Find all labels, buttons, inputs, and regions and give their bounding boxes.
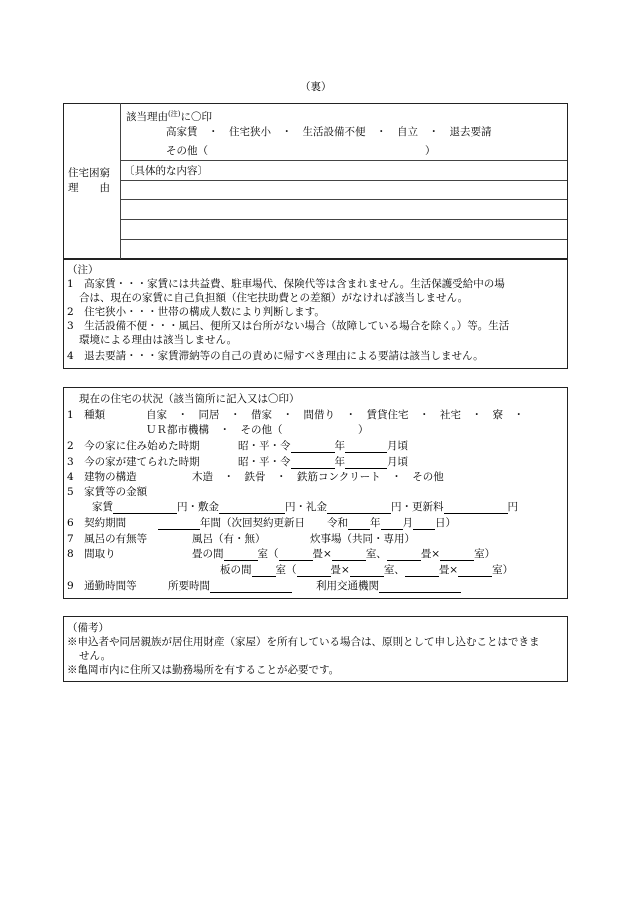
- renew-year-blank[interactable]: [348, 518, 370, 530]
- commute-time-text: 所要時間: [168, 580, 210, 592]
- year-unit: 年: [334, 456, 345, 468]
- room-comma: 室、: [365, 548, 387, 560]
- era-options[interactable]: 昭・平・令: [238, 440, 291, 452]
- rent-blank[interactable]: [113, 502, 177, 514]
- jo-x: 畳×: [312, 548, 332, 560]
- year-blank[interactable]: [291, 457, 335, 469]
- table-line: [120, 180, 567, 181]
- month-unit: 月頃: [387, 440, 408, 452]
- month-blank[interactable]: [345, 457, 387, 469]
- jo-x: 畳×: [330, 564, 350, 576]
- wood-rooms-field[interactable]: [220, 564, 513, 577]
- rent-label: 5 家賃等の金額: [67, 486, 148, 498]
- transport-blank[interactable]: [379, 581, 461, 593]
- table-line: [120, 219, 567, 220]
- note-4: 4 退去要請・・・家賃滞納等の自己の責めに帰すべき理由による要請は該当しません。: [67, 350, 484, 362]
- note-marker: (注): [168, 110, 181, 118]
- era-options[interactable]: 昭・平・令: [238, 456, 291, 468]
- transport-text: 利用交通機関: [316, 580, 379, 592]
- move-in-label: 2 今の家に住み始めた時期: [67, 440, 200, 452]
- page-title: （裏）: [300, 81, 332, 93]
- room-open: 室（: [257, 548, 279, 560]
- renew-day-blank[interactable]: [413, 518, 435, 530]
- applicable-suffix: に〇印: [180, 111, 212, 123]
- note-2: 2 住宅狭小・・・世帯の構成人数により判断します。: [67, 306, 325, 318]
- room-count-blank[interactable]: [224, 549, 258, 561]
- rent-text: 家賃: [92, 501, 113, 513]
- tatami-rooms-text: 畳の間: [192, 548, 224, 560]
- renewal-blank[interactable]: [444, 502, 508, 514]
- room-blank[interactable]: [332, 549, 366, 561]
- type-options[interactable]: 自家 ・ 同居 ・ 借家 ・ 間借り ・ 賃貸住宅 ・ 社宅 ・ 寮 ・: [146, 409, 524, 421]
- jo-x: 畳×: [420, 548, 441, 560]
- kitchen-options[interactable]: 炊事場（共同・専用）: [310, 533, 415, 545]
- renew-year-unit: 年: [370, 517, 381, 529]
- jo-blank[interactable]: [297, 565, 331, 577]
- room-blank[interactable]: [350, 565, 384, 577]
- deposit-text: 円・敷金: [177, 501, 219, 513]
- room-close: 室）: [474, 548, 496, 560]
- contract-years-text: 年間（次回契約更新日: [200, 517, 305, 529]
- table-line: [120, 239, 567, 240]
- jo-blank[interactable]: [387, 549, 421, 561]
- reason-options[interactable]: 高家賃 ・ 住宅狭小 ・ 生活設備不便 ・ 自立 ・ 退去要請: [166, 126, 492, 138]
- contract-label: 6 契約期間: [67, 517, 127, 529]
- remark-2: ※亀岡市内に住所又は勤務場所を有することが必要です。: [67, 664, 340, 676]
- room-close: 室）: [492, 564, 514, 576]
- deposit-blank[interactable]: [219, 502, 285, 514]
- year-blank[interactable]: [291, 441, 335, 453]
- yen-unit: 円: [507, 501, 518, 513]
- notes-title: （注）: [67, 264, 99, 276]
- room-open: 室（: [275, 564, 297, 576]
- bath-options[interactable]: 風呂（有・無）: [192, 533, 266, 545]
- applicable-prefix: 該当理由: [126, 111, 168, 123]
- key-money-blank[interactable]: [327, 502, 391, 514]
- move-in-field[interactable]: [238, 440, 408, 453]
- wood-rooms-text: 板の間: [220, 564, 252, 576]
- note-1-cont: 合は、現在の家賃に自己負担額（住宅扶助費との差額）がなければ該当しません。: [79, 292, 469, 304]
- layout-label: 8 間取り: [67, 548, 116, 560]
- jo-blank[interactable]: [279, 549, 313, 561]
- key-money-text: 円・礼金: [285, 501, 327, 513]
- month-unit: 月頃: [387, 456, 408, 468]
- other-reason-close: ）: [425, 145, 436, 157]
- commute-time-blank[interactable]: [210, 581, 292, 593]
- renew-day-unit: 日）: [435, 517, 456, 529]
- year-unit: 年: [334, 440, 345, 452]
- renew-month-unit: 月: [402, 517, 413, 529]
- note-1: 1 高家賃・・・家賃には共益費、駐車場代、保険代等は含まれません。生活保護受給中の場: [67, 278, 505, 290]
- structure-options[interactable]: 木造 ・ 鉄骨 ・ 鉄筋コンクリート ・ その他: [192, 471, 444, 483]
- contract-years-blank[interactable]: [158, 518, 200, 530]
- structure-label: 4 建物の構造: [67, 471, 137, 483]
- renew-month-blank[interactable]: [381, 518, 403, 530]
- details-label: 〔具体的な内容〕: [124, 165, 208, 177]
- room-blank[interactable]: [458, 565, 492, 577]
- type-options-close: ）: [358, 424, 369, 436]
- built-label: 3 今の家が建てられた時期: [67, 456, 200, 468]
- room-comma: 室、: [383, 564, 405, 576]
- row-label: 住宅困窮: [68, 167, 110, 179]
- type-label: 1 種類: [67, 409, 106, 421]
- room-blank[interactable]: [440, 549, 474, 561]
- remark-1: ※申込者や同居親族が居住用財産（家屋）を所有している場合は、原則として申し込むことはできま: [67, 636, 540, 648]
- type-options-2[interactable]: ＵＲ都市機構 ・ その他（: [146, 424, 283, 436]
- row-label: 理 由: [68, 182, 110, 194]
- month-blank[interactable]: [345, 441, 387, 453]
- built-field[interactable]: [238, 456, 408, 469]
- note-3-cont: 環境による理由は該当しません。: [79, 334, 238, 346]
- bath-label: 7 風呂の有無等: [67, 533, 148, 545]
- note-3: 3 生活設備不便・・・風呂、便所又は台所がない場合（故障している場合を除く。）等。生活: [67, 320, 510, 332]
- commute-label: 9 通勤時間等: [67, 580, 137, 592]
- remark-1-cont: せん。: [79, 650, 112, 662]
- contract-field[interactable]: [158, 517, 456, 530]
- reiwa-text: 令和: [327, 517, 348, 529]
- table-line: [120, 160, 567, 161]
- renewal-text: 円・更新料: [391, 501, 444, 513]
- table-divider: [120, 103, 121, 259]
- remarks-title: （備考）: [67, 622, 109, 634]
- table-line: [120, 199, 567, 200]
- applicable-reason-heading: [126, 108, 212, 124]
- jo-blank[interactable]: [405, 565, 439, 577]
- jo-x: 畳×: [438, 564, 459, 576]
- commute-field[interactable]: [168, 580, 461, 593]
- room-count-blank[interactable]: [252, 565, 276, 577]
- tatami-rooms-field[interactable]: [192, 548, 495, 561]
- rent-field[interactable]: [92, 501, 518, 514]
- current-housing-title: 現在の住宅の状況（該当箇所に記入又は〇印）: [79, 393, 300, 405]
- other-reason-label: その他（: [166, 145, 208, 157]
